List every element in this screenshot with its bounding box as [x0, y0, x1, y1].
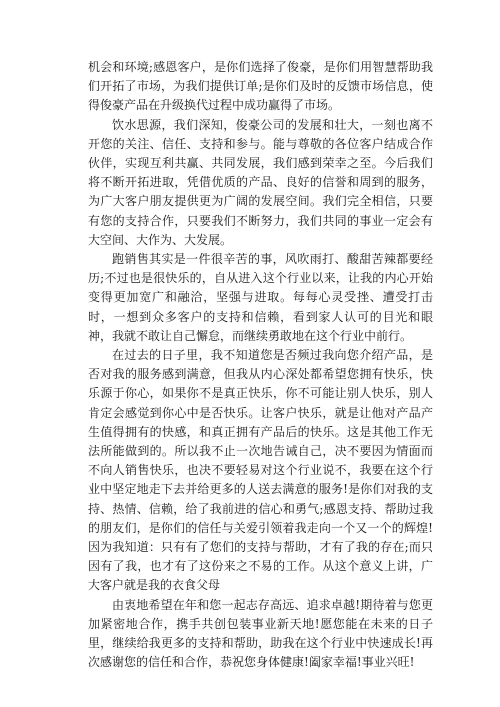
paragraph-sales-experience: 跑销售其实是一件很辛苦的事，风吹雨打、酸甜苦辣都要经历;不过也是很快乐的，自从进入这个行业以来，让我的内心开始变得更加宽广和融洽，坚强与进取。每每心灵受挫、遭受打击时，一想到众多客户的支持和信赖，看到家人认可的目光和眼神，我就不敢让自己懈怠，而继续勇敢地在这个行业中前行。 — [88, 252, 433, 343]
paragraph-gratitude-customers: 机会和环境;感恩客户，是你们选择了俊豪，是你们用智慧帮助我们开拓了市场，为我们提供订单;是你们及时的反馈市场信息，使得俊豪产品在升级换代过程中成功赢得了市场。 — [88, 60, 433, 113]
paragraph-closing-wishes: 由衷地希望在年和您一起志存高远、追求卓越!期待着与您更加紧密地合作，携手共创包装事业新天地!愿您能在未来的日子里，继续给我更多的支持和帮助，助我在这个行业中快速成长!再次感谢您的信任和合作，恭祝您身体健康!阖家幸福!事业兴旺! — [88, 597, 433, 670]
paragraph-selling-happiness: 在过去的日子里，我不知道您是否频过我向您介绍产品，是否对我的服务感到满意，但我从内心深处都希望您拥有快乐，快乐源于你心，如果你不是真正快乐，你不可能让别人快乐，别人肯定会感觉到你心中是否快乐。让客户快乐，就是让他对产品产生值得拥有的快感，和真正拥有产品后的快乐。这是其他工作无法所能做到的。所以我不止一次地告诫自己，决不要因为情面而不向人销售快乐，也决不要轻易对这个行业说不，我要在这个行业中坚定地走下去并给更多的人送去满意的服务!是你们对我的支持、热情、信赖，给了我前进的信心和勇气;感恩支持、帮助过我的朋友们，是你们的信任与关爱引领着我走向一个又一个的辉煌!因为我知道：只有有了您们的支持与帮助，才有了我的存在;而只因有了我，也才有了这份来之不易的工作。从这个意义上讲，广大客户就是我的衣食父母 — [88, 348, 433, 593]
paragraph-company-development: 饮水思源，我们深知，俊豪公司的发展和壮大，一刻也离不开您的关注、信任、支持和参与。能与尊敬的各位客户结成合作伙伴，实现互利共赢、共同发展，我们感到荣幸之至。今后我们将不断开拓进取，凭借优质的产品、良好的信誉和周到的服务，为广大客户朋友提供更为广阔的发展空间。我们完全相信，只要有您的支持合作，只要我们不断努力，我们共同的事业一定会有大空间、大作为、大发展。 — [88, 117, 433, 247]
document-body — [88, 58, 433, 673]
